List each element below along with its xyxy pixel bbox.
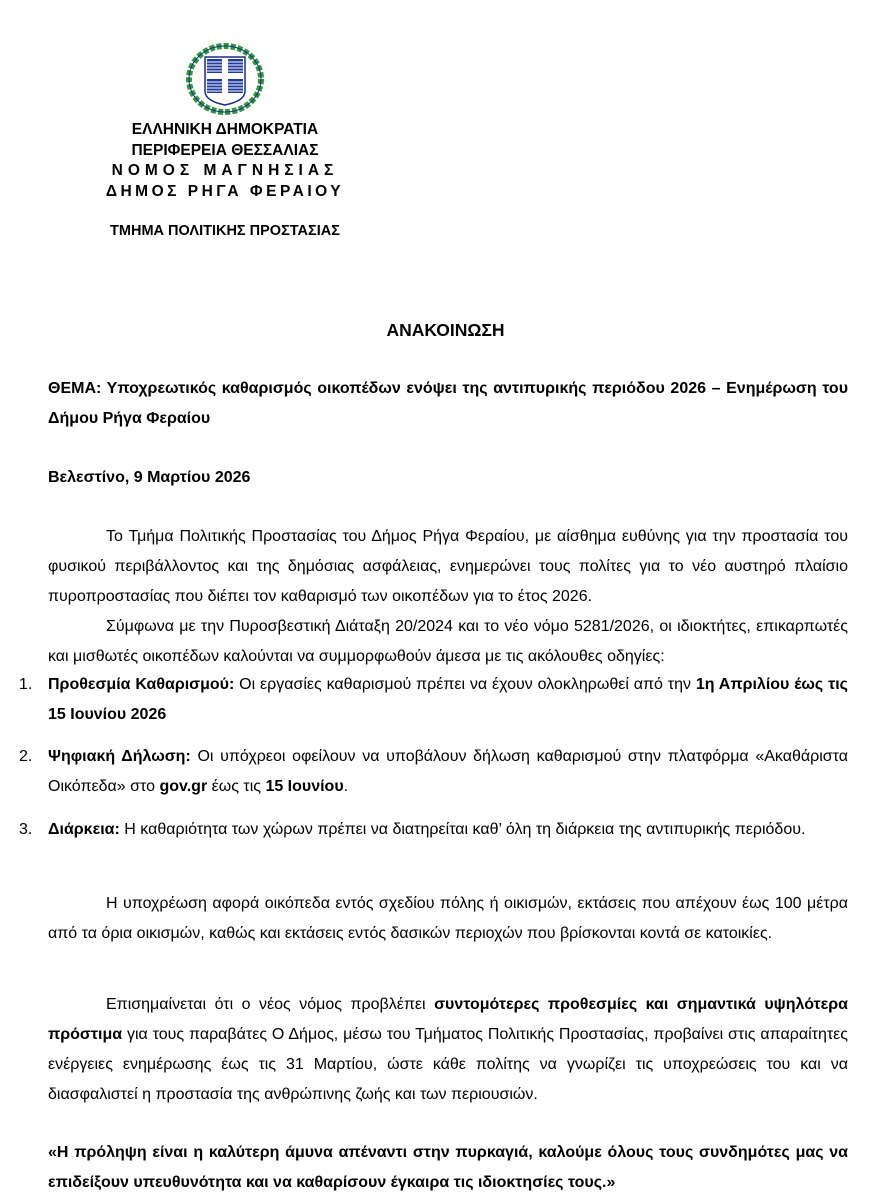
paragraph-penalties (48, 990, 848, 1110)
list-item-text-2: έως τις (207, 778, 266, 795)
department-name: ΤΜΗΜΑ ΠΟΛΙΤΙΚΗΣ ΠΡΟΣΤΑΣΙΑΣ (110, 223, 340, 239)
list-item-duration (48, 815, 848, 845)
declaration-deadline: 15 Ιουνίου (265, 778, 344, 795)
paragraph-intro: Το Τμήμα Πολιτικής Προστασίας του Δήμος Ρήγα Φεραίου, με αίσθημα ευθύνης για την προστασία του φυσικού περιβάλλοντος και της δημόσιας ασφάλειας, ενημερώνει τους πολίτες για το νέο αυστηρό πλαίσιο πυροπροστασίας που διέπει τον καθαρισμό των οικοπέδων για το έτος 2026. (48, 528, 848, 605)
subject-label: ΘΕΜΑ: (48, 380, 102, 397)
list-item-label: Ψηφιακή Δήλωση: (48, 748, 191, 765)
subject-line (48, 374, 848, 434)
list-item-digital-declaration (48, 742, 848, 802)
date-line: Βελεστίνο, 9 Μαρτίου 2026 (48, 469, 251, 486)
list-number-3: 3. (19, 821, 33, 838)
document-title: ΑΝΑΚΟΙΝΩΣΗ (386, 320, 505, 340)
govgr-link-text: gov.gr (159, 778, 208, 795)
list-item-deadline (48, 670, 848, 730)
penalties-text-a: Επισημαίνεται ότι ο νέος νόμος προβλέπει (106, 996, 435, 1013)
list-item-label: Διάρκεια: (48, 821, 120, 838)
penalties-emphasis: συντομότερες προθεσμίες και σημαντικά υψηλότερα πρόστιμα (48, 996, 848, 1043)
header-prefecture: ΝΟΜΟΣ ΜΑΓΝΗΣΙΑΣ (111, 162, 339, 179)
header-municipality: ΔΗΜΟΣ ΡΗΓΑ ΦΕΡΑΙΟΥ (105, 183, 345, 200)
list-item-text: Οι υπόχρεοι οφείλουν να υποβάλουν δήλωση καθαρισμού στην πλατφόρμα «Ακαθάριστα Οικόπεδα» στο (48, 748, 848, 795)
list-item-label: Προθεσμία Καθαρισμού: (48, 676, 235, 693)
list-item-text: Οι εργασίες καθαρισμού πρέπει να έχουν ολοκληρωθεί από την (234, 676, 696, 693)
list-item-text: Η καθαριότητα των χώρων πρέπει να διατηρείται καθ’ όλη τη διάρκεια της αντιπυρικής περιόδου. (119, 821, 806, 838)
list-number-1: 1. (19, 676, 33, 693)
subject-text: Υποχρεωτικός καθαρισμός οικοπέδων ενόψει της αντιπυρικής περιόδου 2026 – Ενημέρωση του Δήμου Ρήγα Φεραίου (48, 380, 849, 427)
deadline-dates: 1η Απριλίου έως τις 15 Ιουνίου 2026 (48, 676, 849, 723)
greek-coat-of-arms-icon (185, 43, 265, 115)
header-region: ΠΕΡΙΦΕΡΕΙΑ ΘΕΣΣΑΛΙΑΣ (131, 142, 319, 159)
closing-quote: «Η πρόληψη είναι η καλύτερη άμυνα απέναντι στην πυρκαγιά, καλούμε όλους τους συνδημότες μας να επιδείξουν υπευθυνότητα και να καθαρίσουν έγκαιρα τις ιδιοκτησίες τους.» (48, 1144, 848, 1191)
list-number-2: 2. (19, 748, 33, 765)
paragraph-legal-basis: Σύμφωνα με την Πυροσβεστική Διάταξη 20/2024 και το νέο νόμο 5281/2026, οι ιδιοκτήτες, επικαρπωτές και μισθωτές οικοπέδων καλούνται να συμμορφωθούν άμεσα με τις ακόλουθες οδηγίες: (48, 618, 848, 665)
paragraph-scope: Η υποχρέωση αφορά οικόπεδα εντός σχεδίου πόλης ή οικισμών, εκτάσεις που απέχουν έως 100 μέτρα από τα όρια οικισμών, καθώς και εκτάσεις εντός δασικών περιοχών που βρίσκονται κοντά σε κατοικίες. (48, 895, 848, 942)
penalties-text-b: για τους παραβάτες Ο Δήμος, μέσω του Τμήματος Πολιτικής Προστασίας, προβαίνει στις απαραίτητες ενέργειες ενημέρωσης έως τις 31 Μαρτίου, ώστε κάθε πολίτης να γνωρίζει τις υποχρεώσεις του και να διασφαλιστεί η προστασία της ανθρώπινης ζωής και των περιουσιών. (48, 1026, 848, 1103)
header-country: ΕΛΛΗΝΙΚΗ ΔΗΜΟΚΡΑΤΙΑ (131, 121, 319, 138)
list-item-end: . (343, 778, 349, 795)
